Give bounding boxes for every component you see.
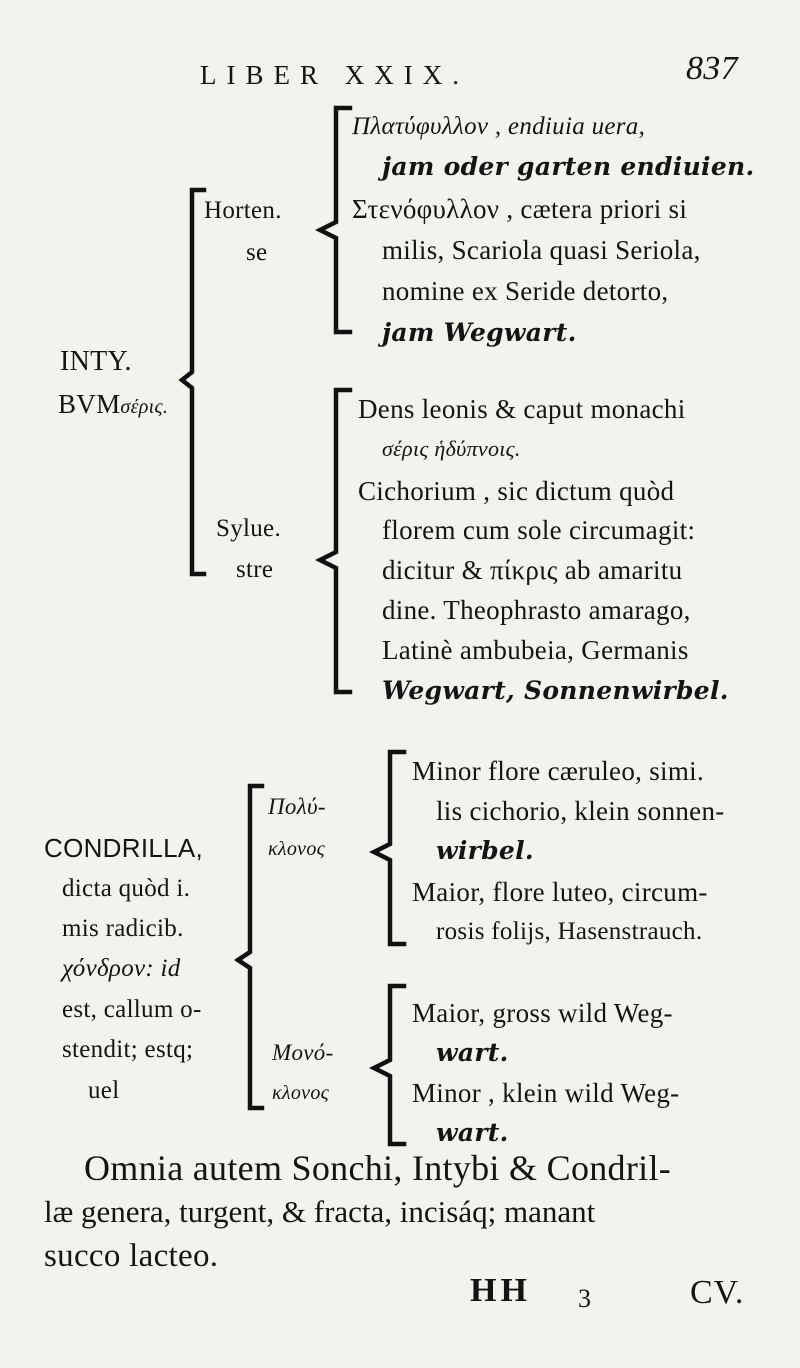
intybum-main-brace bbox=[180, 186, 210, 586]
intybum-name-line2 bbox=[58, 387, 168, 424]
signature-number: 3 bbox=[578, 1284, 592, 1313]
intybum-name-greek: σέρις. bbox=[120, 396, 169, 418]
polyclonos-line-1: Minor flore cæruleo, simi. bbox=[412, 756, 704, 786]
intybum-name-latin: BVM bbox=[58, 389, 121, 419]
condrilla-main-brace bbox=[232, 782, 268, 1122]
hortense-line-1: Πλατύφυλλον , endiuia uera, bbox=[352, 113, 646, 140]
hortense-line-4: milis, Scariola quasi Seriola, bbox=[382, 235, 701, 265]
condrilla-desc-5: stendit; estq; bbox=[62, 1036, 194, 1063]
monoclonos-line-4: wart. bbox=[436, 1118, 509, 1147]
condrilla-desc-4: est, callum o- bbox=[62, 996, 202, 1023]
syluestre-line-8: Wegwart, Sonnenwirbel. bbox=[382, 676, 729, 705]
polyclonos-brace bbox=[370, 748, 410, 948]
running-title: LIBER XXIX. bbox=[200, 60, 469, 90]
polyclonos-label-line2: κλονος bbox=[268, 838, 326, 860]
closing-line-1: Omnia autem Sonchi, Intybi & Condril- bbox=[84, 1148, 672, 1188]
syluestre-line-4: florem cum sole circumagit: bbox=[382, 515, 696, 545]
syluestre-label-line1: Sylue. bbox=[216, 515, 281, 542]
condrilla-desc-1: dicta quòd i. bbox=[62, 875, 191, 902]
syluestre-brace bbox=[316, 386, 356, 706]
syluestre-label-line2: stre bbox=[236, 556, 274, 583]
monoclonos-label-line2: κλονος bbox=[272, 1082, 330, 1104]
closing-line-2: læ genera, turgent, & fracta, incisáq; manant bbox=[44, 1194, 596, 1229]
syluestre-line-1: Dens leonis & caput monachi bbox=[358, 394, 686, 424]
catchword: CV. bbox=[690, 1274, 745, 1311]
signature-mark: HH bbox=[470, 1272, 531, 1309]
closing-line-3: succo lacteo. bbox=[44, 1238, 219, 1274]
polyclonos-label-line1: Πολύ- bbox=[268, 794, 326, 819]
polyclonos-line-5: rosis folijs, Hasenstrauch. bbox=[436, 918, 703, 945]
polyclonos-line-2: lis cichorio, klein sonnen- bbox=[436, 796, 725, 826]
monoclonos-line-1: Maior, gross wild Weg- bbox=[412, 998, 673, 1028]
polyclonos-line-3: wirbel. bbox=[436, 836, 534, 865]
hortense-line-5: nomine ex Seride detorto, bbox=[382, 276, 669, 306]
monoclonos-line-2: wart. bbox=[436, 1038, 509, 1067]
monoclonos-line-3: Minor , klein wild Weg- bbox=[412, 1078, 680, 1108]
condrilla-name: CONDRILLA, bbox=[44, 833, 204, 863]
hortense-line-2: jam oder garten endiuien. bbox=[382, 152, 755, 181]
syluestre-line-2: σέρις ἡδύπνοις. bbox=[382, 436, 521, 461]
condrilla-desc-6: uel bbox=[88, 1077, 120, 1104]
page-number: 837 bbox=[686, 50, 738, 87]
monoclonos-brace bbox=[370, 982, 410, 1152]
syluestre-line-5: dicitur & πίκρις ab amaritu bbox=[382, 555, 683, 585]
syluestre-line-3: Cichorium , sic dictum quòd bbox=[358, 476, 675, 506]
syluestre-line-6: dine. Theophrasto amarago, bbox=[382, 595, 691, 625]
hortense-brace bbox=[316, 104, 356, 344]
hortense-label-line1: Horten. bbox=[204, 197, 282, 224]
polyclonos-line-4: Maior, flore luteo, circum- bbox=[412, 877, 708, 907]
hortense-line-3: Στενόφυλλον , cætera priori si bbox=[352, 194, 688, 224]
condrilla-desc-2: mis radicib. bbox=[62, 915, 184, 942]
hortense-label-line2: se bbox=[246, 239, 268, 266]
hortense-line-6: jam Wegwart. bbox=[382, 318, 577, 347]
monoclonos-label-line1: Μονό- bbox=[272, 1040, 334, 1065]
condrilla-desc-3: χόνδρον: id bbox=[62, 955, 181, 982]
intybum-name-line1: INTY. bbox=[60, 346, 132, 377]
syluestre-line-7: Latinè ambubeia, Germanis bbox=[382, 635, 689, 665]
